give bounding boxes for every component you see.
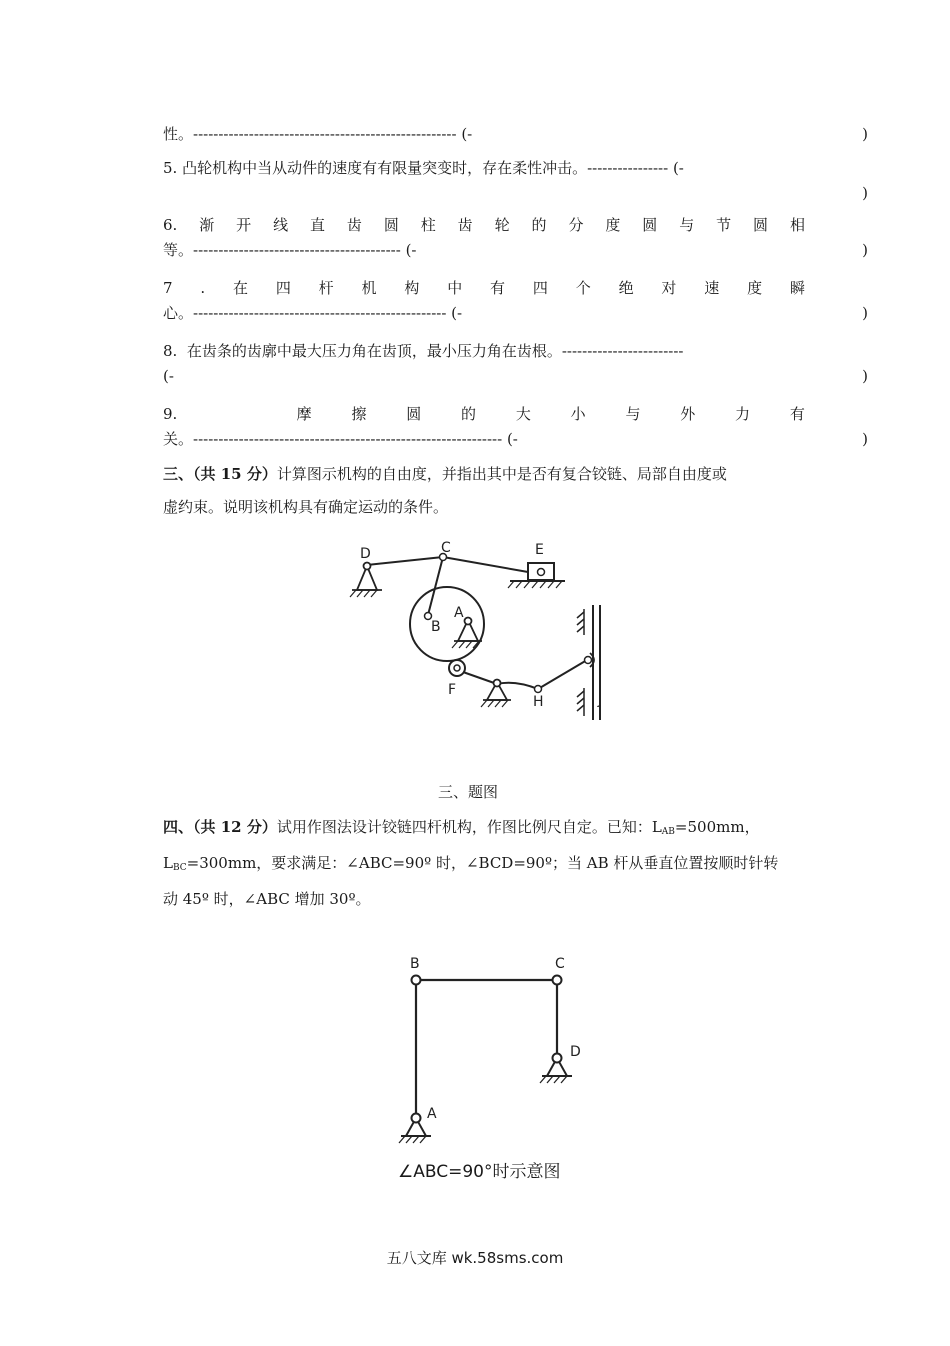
page-footer: 五八文库 wk.58sms.com: [386, 1249, 564, 1267]
joint-e: [538, 569, 545, 576]
link-ce: [443, 557, 528, 572]
joint-c: [553, 976, 562, 985]
section4-line2: $L_{BC}=300mm$，要求满足：∠ABC=90º 时，∠BCD=90º；当 AB 杆从垂直位置按顺时针转: [163, 854, 779, 873]
q7-number: 7: [163, 279, 173, 297]
q9-number: 9.: [163, 405, 178, 423]
ground-i: [577, 609, 584, 635]
label-d: D: [570, 1044, 581, 1060]
q7-close-paren: ): [862, 304, 868, 322]
joint-h: [535, 686, 542, 693]
section4-heading: 四、（共 12 分）: [163, 818, 277, 836]
joint-slider: [585, 657, 592, 664]
link-cb: [428, 557, 443, 615]
mechanism-diagram-3: [340, 535, 630, 745]
q6-line1: 6. 渐 开 线 直 齿 圆 柱 齿 轮 的 分 度 圆 与 节 圆 相: [163, 216, 805, 234]
label-j: J: [598, 692, 603, 708]
label-a: A: [454, 605, 464, 621]
q6-close-paren: ): [862, 241, 868, 259]
label-c: C: [441, 540, 451, 556]
joint-b: [412, 976, 421, 985]
q9-line1: 9. 摩 擦 圆 的 大 小 与 外 力 有: [163, 405, 805, 423]
q9-line2: 关。------------------------------------------------------------- (-: [163, 430, 518, 448]
link-pivot-h: [497, 683, 538, 689]
q8-line2: (-: [163, 367, 174, 385]
section3-text1: 计算图示机构的自由度，并指出其中是否有复合铰链、局部自由度或: [276, 465, 727, 483]
label-d: D: [360, 546, 371, 562]
q8-line1: 8. 在齿条的齿廓中最大压力角在齿顶，最小压力角在齿根。------------------------: [163, 342, 684, 360]
section3-text2: 虚约束。说明该机构具有确定运动的条件。: [163, 498, 449, 516]
q6-line2: 等。----------------------------------------- (-: [163, 241, 417, 259]
section3-caption: 三、题图: [438, 783, 499, 801]
label-b: B: [410, 956, 420, 972]
four-bar-diagram: [390, 945, 590, 1145]
label-i: I: [598, 615, 603, 631]
q7-line2: 心。-------------------------------------------------- (-: [163, 304, 463, 322]
cam-circle: [410, 587, 484, 661]
label-b: B: [431, 619, 441, 635]
section4-line3: 动 45º 时，∠ABC 增加 30º。: [163, 890, 371, 908]
label-f: F: [448, 682, 457, 698]
q6-number: 6.: [163, 216, 178, 234]
pivot-d: [542, 1054, 572, 1077]
label-c: C: [555, 956, 565, 972]
ground-j: [577, 688, 584, 716]
q4-close-paren: ): [862, 125, 868, 143]
q8-close-paren: ): [862, 367, 868, 385]
q4-tail: 性。---------------------------------------------------- (-: [163, 125, 473, 143]
link-h-slider: [538, 660, 587, 689]
q5-text: 5. 凸轮机构中当从动件的速度有有限量突变时，存在柔性冲击。---------------- (-: [163, 159, 684, 177]
link-dc: [367, 557, 443, 565]
label-a: A: [427, 1106, 437, 1122]
q7-line1: 7 . 在 四 杆 机 构 中 有 四 个 绝 对 速 度 瞬: [163, 279, 805, 297]
pivot-a: [454, 618, 482, 642]
section4-caption: ∠ABC=90°时示意图: [398, 1162, 561, 1182]
pivot-d: [352, 563, 382, 591]
q9-close-paren: ): [862, 430, 868, 448]
section3-line1: [163, 464, 727, 484]
label-e: E: [535, 542, 544, 558]
label-h: H: [533, 694, 544, 710]
section4-line1: 四、（共 12 分）试用作图法设计铰链四杆机构，作图比例尺自定。已知：$L_{AB}=500mm$，: [163, 818, 760, 837]
link-f-pivot: [463, 672, 497, 684]
q5-close-paren: ): [862, 184, 868, 202]
section3-heading: 三、（共 15 分）: [163, 465, 277, 483]
